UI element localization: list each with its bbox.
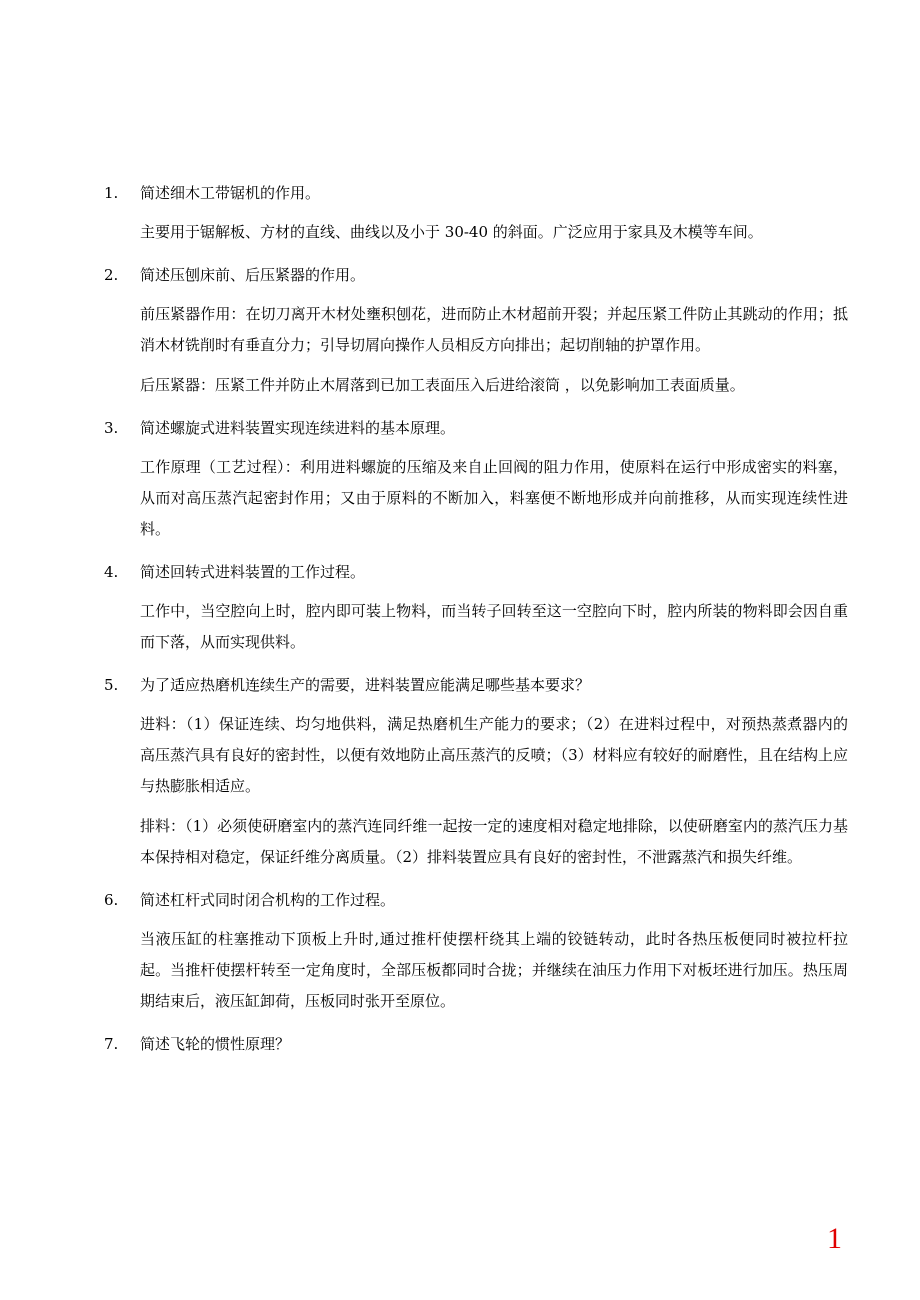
question-text: 简述压刨床前、后压紧器的作用。 [140, 266, 366, 284]
question-number: 1. [104, 184, 119, 202]
question-line [104, 410, 854, 452]
answer-paragraph: 主要用于锯解板、方材的直线、曲线以及小于 30-40 的斜面。广泛应用于家具及木模等车间。 [140, 223, 763, 241]
question-number: 4. [104, 563, 119, 581]
qa-item-2 [104, 257, 854, 410]
qa-list [104, 175, 854, 1068]
answer-paragraph: 排料：（1）必须使研磨室内的蒸汽连同纤维一起按一定的速度相对稳定地排除，以使研磨室内的蒸汽压力基本保持相对稳定，保证纤维分离质量。（2）排料装置应具有良好的密封性，不泄露蒸汽和损失纤维。 [140, 817, 848, 866]
question-line [104, 667, 854, 709]
question-number: 5. [104, 676, 119, 694]
question-number: 3. [104, 419, 119, 437]
answer-paragraph: 进料：（1）保证连续、均匀地供料，满足热磨机生产能力的要求；（2）在进料过程中，对预热蒸煮器内的高压蒸汽具有良好的密封性，以便有效地防止高压蒸汽的反喷；（3）材料应有较好的耐磨性，且在结构上应与热膨胀相适应。 [140, 715, 848, 795]
question-line [104, 175, 854, 217]
question-text: 简述飞轮的惯性原理？ [140, 1035, 291, 1053]
qa-item-6 [104, 882, 854, 1026]
answer-paragraph: 当液压缸的柱塞推动下顶板上升时,通过推杆使摆杆绕其上端的铰链转动，此时各热压板便同时被拉杆拉起。当推杆使摆杆转至一定角度时，全部压板都同时合拢；并继续在油压力作用下对板坯进行加压。热压周期结束后，液压缸卸荷，压板同时张开至原位。 [140, 930, 848, 1010]
question-text: 简述细木工带锯机的作用。 [140, 184, 321, 202]
question-line [104, 554, 854, 596]
question-number: 2. [104, 266, 119, 284]
qa-item-4 [104, 554, 854, 667]
answer-paragraph: 工作中，当空腔向上时，腔内即可装上物料，而当转子回转至这一空腔向下时，腔内所装的物料即会因自重而下落，从而实现供料。 [140, 602, 848, 651]
page-number: 1 [827, 1222, 842, 1255]
question-text: 为了适应热磨机连续生产的需要，进料装置应能满足哪些基本要求？ [140, 676, 591, 694]
answer-paragraph: 后压紧器：压紧工件并防止木屑落到已加工表面压入后进给滚筒 ，以免影响加工表面质量。 [140, 376, 745, 394]
answer-paragraph: 工作原理（工艺过程）：利用进料螺旋的压缩及来自止回阀的阻力作用，使原料在运行中形成密实的料塞，从而对高压蒸汽起密封作用；又由于原料的不断加入，料塞便不断地形成并向前推移，从而实现连续性进料。 [140, 458, 848, 538]
question-text: 简述螺旋式进料装置实现连续进料的基本原理。 [140, 419, 456, 437]
question-text: 简述回转式进料装置的工作过程。 [140, 563, 366, 581]
question-text: 简述杠杆式同时闭合机构的工作过程。 [140, 891, 396, 909]
question-number: 7. [104, 1035, 119, 1053]
question-line [104, 257, 854, 299]
qa-item-1 [104, 175, 854, 257]
question-number: 6. [104, 891, 119, 909]
question-line [104, 882, 854, 924]
qa-item-3 [104, 410, 854, 554]
question-line [104, 1026, 854, 1068]
qa-item-7 [104, 1026, 854, 1068]
qa-item-5 [104, 667, 854, 882]
answer-paragraph: 前压紧器作用：在切刀离开木材处壅积刨花，进而防止木材超前开裂；并起压紧工件防止其跳动的作用；抵消木材铣削时有垂直分力；引导切屑向操作人员相反方向排出；起切削轴的护罩作用。 [140, 305, 848, 354]
